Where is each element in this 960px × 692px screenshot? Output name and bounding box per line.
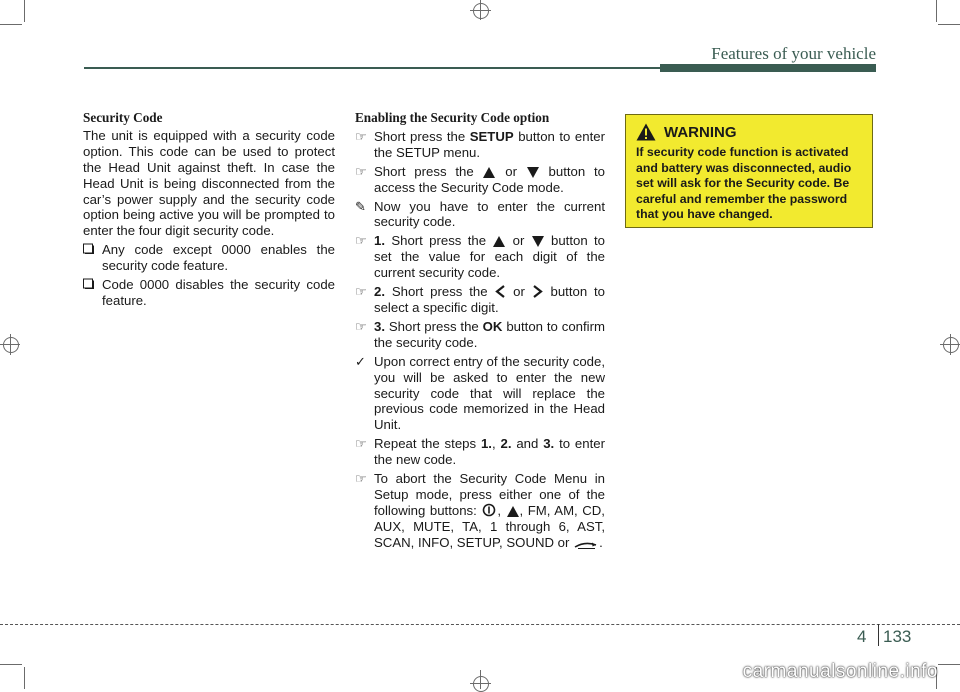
list-item (355, 233, 605, 281)
step-text: Short press the (374, 163, 474, 179)
warning-text: If security code function is activated and battery was disconnected, audio set will ask for the Security code. Be careful and remember the password that you have changed. (636, 145, 852, 222)
pointing-hand-icon: ☞ (355, 128, 367, 144)
security-code-heading: Security Code (83, 110, 163, 125)
step-text: To abort the Security Code Menu in Setup mode, press either one of the following buttons: (374, 471, 605, 518)
pointing-hand-icon: ☞ (355, 318, 367, 334)
list-item (355, 319, 605, 351)
security-code-paragraph: The unit is equipped with a security code option. This code can be used to protect the Head Unit against theft. In case the Head Unit is being disconnected from the car’s power supply and the security code option being active you will be prompted to enter the four digit security code. (83, 127, 335, 239)
down-arrow-icon (527, 167, 539, 178)
step-text: Short press the (391, 233, 487, 249)
up-arrow-icon (493, 236, 505, 247)
registration-mark (470, 10, 491, 11)
step-text: Now you have to enter the current security code. (374, 198, 605, 230)
pointing-hand-icon: ☞ (355, 163, 367, 179)
step-text: or (513, 284, 525, 300)
registration-mark (950, 334, 951, 355)
down-arrow-icon (532, 236, 544, 247)
crop-mark (938, 664, 960, 665)
checkbox-bullet-icon (83, 242, 100, 258)
list-item (355, 436, 605, 468)
crop-mark (24, 667, 25, 689)
footer-rule (0, 624, 960, 625)
enabling-security-code-section (355, 110, 605, 554)
step-number: 2. (500, 436, 512, 452)
step-text: and (516, 436, 539, 452)
list-item (83, 242, 335, 274)
left-chevron-icon (495, 285, 505, 298)
step-text: or (505, 163, 517, 179)
step-number: 3. (374, 318, 385, 334)
list-item (355, 129, 605, 161)
setup-key-label: SETUP (469, 128, 514, 144)
step-text: or (512, 233, 525, 249)
list-item (355, 199, 605, 231)
step-text: , (491, 436, 496, 452)
list-item (355, 284, 605, 316)
list-item (355, 164, 605, 196)
step-text: Short press the (391, 284, 488, 300)
crop-mark (0, 24, 22, 25)
step-text: to enter the new code. (374, 436, 605, 468)
step-text: . (599, 534, 603, 550)
security-code-section (83, 110, 335, 312)
step-number: 1. (480, 436, 492, 452)
header-rule (84, 67, 660, 69)
header-bar (660, 64, 876, 72)
checkmark-icon: ✓ (355, 353, 367, 369)
registration-mark (943, 337, 959, 353)
list-item (355, 354, 605, 434)
pointing-hand-icon: ☞ (355, 233, 367, 249)
cd-slot-icon (574, 539, 598, 549)
crop-mark (0, 664, 22, 665)
pointing-hand-icon: ☞ (355, 471, 367, 487)
step-text: , (497, 502, 501, 518)
bullet-text: Any code except 0000 enables the security code feature. (102, 242, 335, 274)
registration-mark (473, 676, 489, 692)
ok-key-label: OK (482, 318, 503, 334)
footer-separator (878, 624, 879, 646)
step-text: button to confirm the security code. (374, 318, 605, 350)
registration-mark (10, 334, 11, 355)
warning-triangle-icon (636, 123, 656, 141)
right-chevron-icon (533, 285, 543, 298)
crop-mark (24, 0, 25, 22)
registration-mark (3, 337, 19, 353)
page-number: 133 (883, 627, 912, 646)
step-text: button to access the Security Code mode. (374, 163, 605, 195)
pointing-hand-icon: ☞ (355, 284, 367, 300)
registration-mark (473, 3, 489, 19)
step-text: Upon correct entry of the security code, you will be asked to enter the new security code that will replace the previous code memorized in the Head Unit. (374, 353, 605, 433)
step-text: Repeat the steps (374, 436, 477, 452)
step-text: button to set the value for each digit of the current security code. (374, 233, 605, 281)
pencil-icon: ✎ (355, 198, 367, 214)
step-number: 3. (543, 436, 555, 452)
list-item (355, 471, 605, 551)
crop-mark (938, 24, 960, 25)
registration-mark (470, 683, 491, 684)
warning-box (625, 114, 873, 228)
list-item (83, 277, 335, 309)
enabling-heading: Enabling the Security Code option (355, 110, 550, 125)
pointing-hand-icon: ☞ (355, 436, 367, 452)
chapter-number: 4 (857, 627, 867, 646)
step-text: button to enter the SETUP menu. (374, 128, 605, 160)
section-title: Features of your vehicle (711, 44, 876, 63)
warning-header (636, 123, 862, 141)
step-text: button to select a specific digit. (374, 284, 605, 315)
step-text: Short press the (374, 128, 466, 144)
crop-mark (936, 0, 937, 22)
watermark: carmanualsonline.info (742, 661, 938, 682)
warning-title: WARNING (664, 123, 737, 141)
step-number: 1. (374, 233, 385, 249)
eject-icon (507, 506, 519, 517)
checkbox-bullet-icon (83, 277, 100, 293)
step-text: Short press the (388, 318, 479, 334)
bullet-text: Code 0000 disables the security code feature. (102, 277, 335, 308)
power-volume-knob-icon (482, 503, 496, 517)
step-text: , FM, AM, CD, AUX, MUTE, TA, 1 through 6, AST, SCAN, INFO, SETUP, SOUND or (374, 502, 605, 550)
step-number: 2. (374, 284, 385, 300)
up-arrow-icon (483, 167, 495, 178)
